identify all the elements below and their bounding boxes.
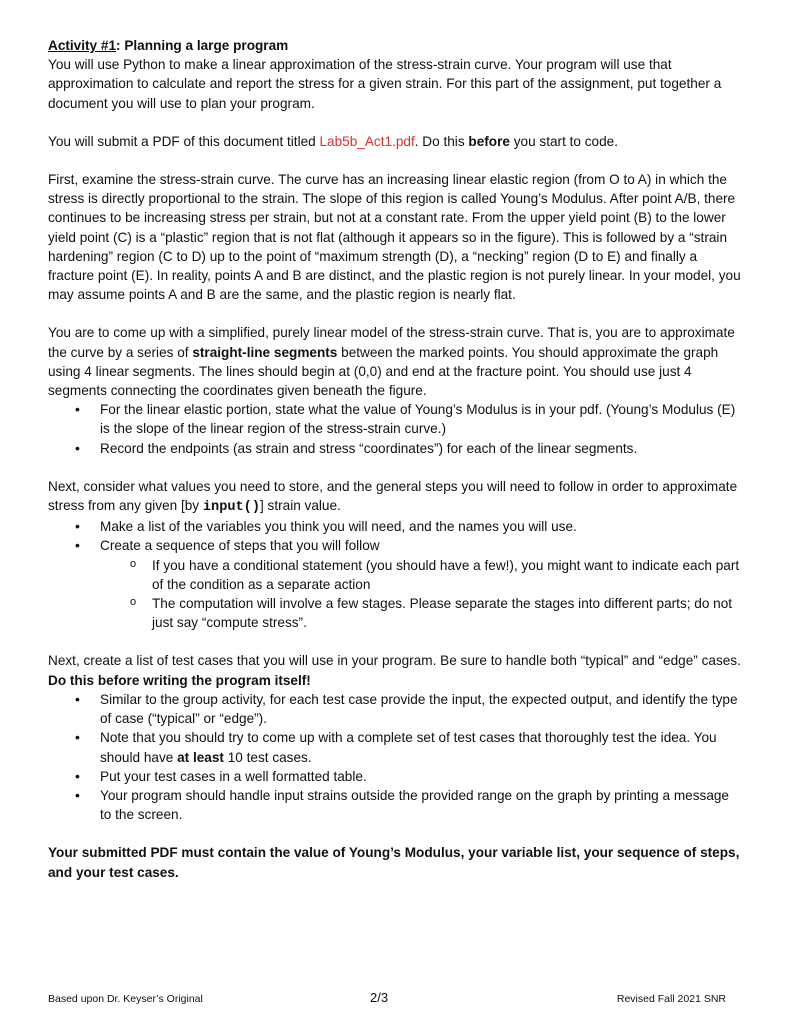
list-item bbox=[48, 536, 742, 632]
model-bold: straight-line segments bbox=[192, 344, 338, 360]
activity-title-rest: : Planning a large program bbox=[116, 38, 289, 53]
footer-right: Revised Fall 2021 SNR bbox=[616, 993, 726, 1005]
list-item: • Your program should handle input strains outside the provided range on the graph by printing a message to the screen. bbox=[48, 786, 742, 824]
bullet2-post: 10 test cases. bbox=[223, 749, 312, 765]
page-number: 2/3 bbox=[370, 990, 389, 1005]
submit-post: you start to code. bbox=[509, 133, 618, 149]
test-cases-paragraph bbox=[48, 651, 742, 689]
next1-post: ] strain value. bbox=[259, 498, 341, 514]
bullet2-bold: at least bbox=[177, 749, 224, 765]
list-item: • Make a list of the variables you think you will need, and the names you will use. bbox=[48, 517, 742, 536]
submit-paragraph bbox=[48, 132, 742, 151]
curve-paragraph: First, examine the stress-strain curve. The curve has an increasing linear elastic region (from O to A) in which the stress is directly proportional to the strain. The slope of this region is called Young’s Modulus. After point A/B, there continues to be increasing stress per strain, but not at a constant rate. From the upper yield point (B) to the lower yield point (C) is a “plastic” region that is not flat (although it appears so in the figure). This is followed by a “strain hardening” region (C to D) up to the point of “maximum strength (D), a “necking” region (D to E) and finally a fracture point (E). In reality, points A and B are distinct, and the plastic region is not purely linear. In your model, you may assume points A and B are the same, and the plastic region is nearly flat. bbox=[48, 172, 741, 303]
model-post: between the marked points. You should approximate the graph using 4 linear segments. The lines should begin at (0,0) and end at the fracture point. You should use just 4 segments connecting the coordinates given beneath the figure. bbox=[48, 344, 719, 399]
list-item: • Put your test cases in a well formatted table. bbox=[48, 767, 742, 786]
next2-pre: Next, create a list of test cases that you will use in your program. Be sure to handle both “typical” and “edge” cases. bbox=[48, 653, 741, 669]
final-note bbox=[48, 843, 742, 881]
next1-pre: Next, consider what values you need to store, and the general steps you will need to follow in order to approximate stress from any given [by bbox=[48, 478, 738, 514]
list-item-text: Create a sequence of steps that you will follow bbox=[100, 538, 380, 554]
activity-title bbox=[48, 36, 742, 55]
filename-text: Lab5b_Act1.pdf bbox=[319, 133, 415, 149]
next-values-paragraph bbox=[48, 477, 742, 517]
sub-list-item: o The computation will involve a few stages. Please separate the stages into different parts; do not just say “compute stress”. bbox=[100, 594, 742, 632]
steps-sub-list bbox=[48, 556, 742, 633]
model-pre: You are to come up with a simplified, purely linear model of the stress-strain curve. That is, you are to approximate the curve by a series of bbox=[48, 325, 735, 360]
list-item: • Similar to the group activity, for each test case provide the input, the expected output, and identify the type of case (“typical” or “edge”). bbox=[48, 690, 742, 728]
steps-bullet-list bbox=[48, 517, 742, 632]
submit-bold: before bbox=[468, 133, 510, 149]
test-cases-bullet-list bbox=[48, 690, 742, 824]
sub-list-item: o If you have a conditional statement (you should have a few!), you might want to indicate each part of the condition as a separate action bbox=[100, 556, 742, 594]
activity-title-label: Activity #1 bbox=[48, 38, 117, 53]
model-paragraph bbox=[48, 323, 742, 400]
list-item: • Record the endpoints (as strain and stress “coordinates”) for each of the linear segments. bbox=[48, 439, 742, 458]
footer-left: Based upon Dr. Keyser’s Original bbox=[48, 993, 203, 1005]
model-bullet-list bbox=[48, 400, 742, 458]
list-item bbox=[48, 728, 742, 766]
final-note-text: Your submitted PDF must contain the value of Young’s Modulus, your variable list, your sequence of steps, and your test cases. bbox=[48, 845, 740, 880]
submit-mid: . Do this bbox=[414, 133, 469, 149]
next2-bold: Do this before writing the program itself! bbox=[48, 672, 311, 688]
intro-paragraph: You will use Python to make a linear approximation of the stress-strain curve. Your program will use that approximation to calculate and report the stress for a given strain. For this part of the assignment, put together a document you will use to plan your program. bbox=[48, 57, 722, 111]
submit-pre: You will submit a PDF of this document titled bbox=[48, 133, 320, 149]
bullet2-pre: Note that you should try to come up with a complete set of test cases that thoroughly test the idea. You should have bbox=[100, 730, 717, 765]
input-code: input() bbox=[202, 500, 260, 516]
list-item: • For the linear elastic portion, state what the value of Young’s Modulus is in your pdf. (Young’s Modulus (E) is the slope of the linear region of the stress-strain curve.) bbox=[48, 400, 742, 438]
